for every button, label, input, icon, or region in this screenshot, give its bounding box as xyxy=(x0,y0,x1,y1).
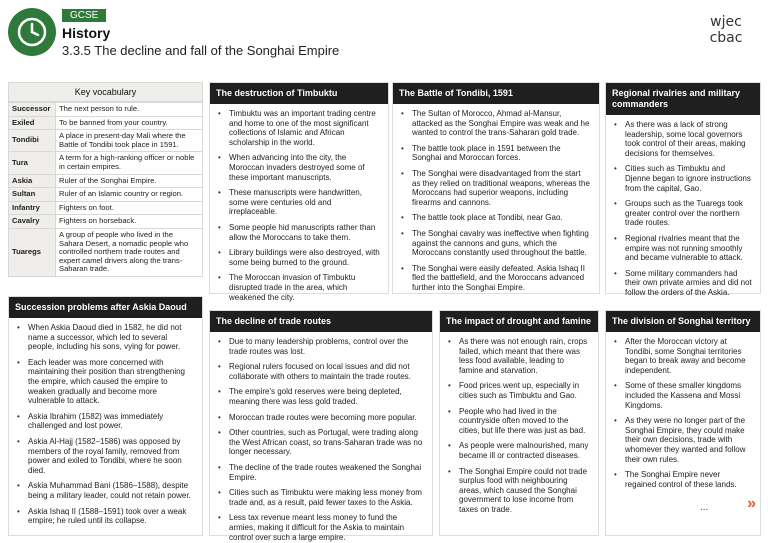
vocab-row xyxy=(9,103,203,117)
brand-line-1: wjec xyxy=(710,14,742,30)
trade-panel xyxy=(209,310,433,542)
tondibi-title: The Battle of Tondibi, 1591 xyxy=(393,83,599,104)
vocab-definition: A place in present-day Mali where the Battle of Tondibi took place in 1591. xyxy=(56,130,203,152)
list-item: • Less tax revenue meant less money to fund the armies, making it difficult for the Askia to maintain control over such a large empire. xyxy=(218,513,424,542)
gcse-badge: GCSE xyxy=(62,9,106,22)
list-item: • When advancing into the city, the Moroccan invaders destroyed some of these important manuscripts. xyxy=(218,153,380,182)
tondibi-list xyxy=(401,109,591,293)
list-item: • Askia Ishaq II (1588–1591) took over a weak empire; he ruled until its collapse. xyxy=(17,507,194,526)
list-item: • Library buildings were also destroyed, with some being burned to the ground. xyxy=(218,248,380,267)
list-item: • The Moroccan invasion of Timbuktu disrupted trade in the area, which weakened the city. xyxy=(218,273,380,302)
list-item: • Some of these smaller kingdoms included the Kassena and Mossi Kingdoms. xyxy=(614,381,752,410)
list-item: • The battle took place at Tondibi, near Gao. xyxy=(401,213,591,223)
list-item: • Due to many leadership problems, control over the trade routes was lost. xyxy=(218,337,424,356)
list-item: • Cities such as Timbuktu and Djenne began to ignore instructions from the capital, Gao. xyxy=(614,164,752,193)
list-item: • The Songhai cavalry was ineffective when fighting against the cannons and guns, which the Moroccans constantly used throughout the battle. xyxy=(401,229,591,258)
drought-list xyxy=(448,337,590,515)
list-item: • The Songhai were easily defeated. Askia Ishaq II fled the battlefield, and the Moroccans advanced further into the Songhai Empire. xyxy=(401,264,591,293)
timbuktu-panel xyxy=(209,82,389,302)
vocab-term: Infantry xyxy=(9,201,56,215)
tondibi-panel xyxy=(392,82,600,294)
list-item: • Other countries, such as Portugal, were trading along the West African coast, so trans-Saharan trade was no longer necessary. xyxy=(218,428,424,457)
vocab-term: Tura xyxy=(9,152,56,174)
list-item: • Moroccan trade routes were becoming more popular. xyxy=(218,413,424,423)
vocab-row xyxy=(9,152,203,174)
vocab-definition: A group of people who lived in the Sahara Desert, a nomadic people who controlled northern trade routes and expert camel drivers along the trans-Saharan trade. xyxy=(56,228,203,276)
drought-title: The impact of drought and famine xyxy=(440,311,598,332)
succession-title: Succession problems after Askia Daoud xyxy=(9,297,202,318)
list-item: • Askia Al-Hajj (1582–1586) was opposed by members of the royal family, removed from power and exiled to Tondibi, where he soon died. xyxy=(17,437,194,475)
vocab-term: Tondibi xyxy=(9,130,56,152)
vocab-definition: Fighters on foot. xyxy=(56,201,203,215)
vocab-term: Tuaregs xyxy=(9,228,56,276)
vocab-row xyxy=(9,116,203,130)
list-item: • Groups such as the Tuaregs took greater control over the northern trade routes. xyxy=(614,199,752,228)
list-item: • The Songhai were disadvantaged from the start as they relied on traditional weapons, whereas the Moroccans had superior weapons, including firearms and cannons. xyxy=(401,169,591,207)
list-item: • Askia Muhammad Bani (1586–1588), despite being a military leader, could not retain power. xyxy=(17,481,194,500)
vocab-definition: Ruler of an Islamic country or region. xyxy=(56,188,203,202)
vocab-row xyxy=(9,130,203,152)
vocab-title: Key vocabulary xyxy=(8,82,203,102)
vocab-row xyxy=(9,188,203,202)
vocab-row xyxy=(9,201,203,215)
trade-title: The decline of trade routes xyxy=(210,311,432,332)
vocab-table xyxy=(8,102,203,277)
regional-panel xyxy=(605,82,761,297)
list-item: • After the Moroccan victory at Tondibi, some Songhai territories began to break away and become independent. xyxy=(614,337,752,375)
list-item: • As there was not enough rain, crops failed, which meant that there was less food available, leading to famine and starvation. xyxy=(448,337,590,375)
vocab-row xyxy=(9,174,203,188)
list-item: • Regional rulers focused on local issues and did not collaborate with others to maintain the trade routes. xyxy=(218,362,424,381)
list-item: • Askia Ibrahim (1582) was immediately challenged and lost power. xyxy=(17,412,194,431)
list-item: • Cities such as Timbuktu were making less money from trade and, as a result, paid fewer taxes to the Askia. xyxy=(218,488,424,507)
subject-title: History xyxy=(62,25,111,41)
vocab-definition: A term for a high-ranking officer or noble in certain empires. xyxy=(56,152,203,174)
list-item: • Each leader was more concerned with maintaining their position than strengthening the empire, which caused the empire to weaken gradually and become more vulnerable to attack. xyxy=(17,358,194,406)
header xyxy=(0,0,768,66)
regional-title: Regional rivalries and military commanders xyxy=(606,83,760,115)
list-item: • The Songhai Empire never regained control of these lands. xyxy=(614,470,752,489)
vocab-definition: Fighters on horseback. xyxy=(56,215,203,229)
list-item: • When Askia Daoud died in 1582, he did not name a successor, which led to several people, including his sons, vying for power. xyxy=(17,323,194,352)
list-item: • As people were malnourished, many became ill or contracted diseases. xyxy=(448,441,590,460)
vocab-term: Successor xyxy=(9,103,56,117)
vocab-term: Askia xyxy=(9,174,56,188)
list-item: • Food prices went up, especially in cities such as Timbuktu and Gao. xyxy=(448,381,590,400)
vocab-term: Exiled xyxy=(9,116,56,130)
division-title: The division of Songhai territory xyxy=(606,311,760,332)
wjec-logo xyxy=(696,14,756,56)
double-chevron-right-icon[interactable]: » xyxy=(747,495,756,512)
vocab-definition: To be banned from your country. xyxy=(56,116,203,130)
vocab-term: Cavalry xyxy=(9,215,56,229)
list-item: • As there was a lack of strong leadership, some local governors took control of their areas, making decisions for themselves. xyxy=(614,120,752,158)
succession-list xyxy=(17,323,194,526)
list-item: • The Sultan of Morocco, Ahmad al-Mansur, attacked as the Songhai Empire was weak and he wanted to control the trans-Saharan gold trade. xyxy=(401,109,591,138)
timbuktu-title: The destruction of Timbuktu xyxy=(210,83,388,104)
list-item: • Timbuktu was an important trading centre and home to one of the most significant collections of Islamic and African scholarship in the world. xyxy=(218,109,380,147)
page-title: 3.3.5 The decline and fall of the Songhai Empire xyxy=(62,43,340,58)
drought-panel xyxy=(439,310,599,536)
list-item: • Some military commanders had their own private armies and did not follow the orders of the Askia. xyxy=(614,269,752,298)
list-item: • The empire's gold reserves were being depleted, meaning there was less gold traded. xyxy=(218,387,424,406)
trade-list xyxy=(218,337,424,542)
list-item: • Regional rivalries meant that the empire was not running smoothly and became vulnerable to attack. xyxy=(614,234,752,263)
vocab-row xyxy=(9,228,203,276)
vocab-row xyxy=(9,215,203,229)
brand-line-2: cbac xyxy=(709,30,743,46)
list-item: • Some people hid manuscripts rather than allow the Moroccans to take them. xyxy=(218,223,380,242)
list-item: • These manuscripts were handwritten, some were centuries old and irreplaceable. xyxy=(218,188,380,217)
list-item: • The battle took place in 1591 between the Songhai and Moroccan forces. xyxy=(401,144,591,163)
division-list xyxy=(614,337,752,489)
more-ellipsis: ... xyxy=(700,502,709,513)
timbuktu-list xyxy=(218,109,380,302)
key-vocabulary xyxy=(8,82,203,277)
clock-icon xyxy=(8,8,56,56)
succession-panel xyxy=(8,296,203,536)
list-item: • The Songhai Empire could not trade surplus food with neighbouring areas, which caused the Songhai government to lose income from taxes on trade. xyxy=(448,467,590,515)
list-item: • The decline of the trade routes weakened the Songhai Empire. xyxy=(218,463,424,482)
list-item: • As they were no longer part of the Songhai Empire, they could make their own decisions, trade with whomever they wanted and follow their own rules. xyxy=(614,416,752,464)
vocab-term: Sultan xyxy=(9,188,56,202)
division-panel xyxy=(605,310,761,536)
vocab-definition: The next person to rule. xyxy=(56,103,203,117)
list-item: • People who had lived in the countryside often moved to the cities, but life there was just as bad. xyxy=(448,407,590,436)
regional-list xyxy=(614,120,752,298)
vocab-definition: Ruler of the Songhai Empire. xyxy=(56,174,203,188)
